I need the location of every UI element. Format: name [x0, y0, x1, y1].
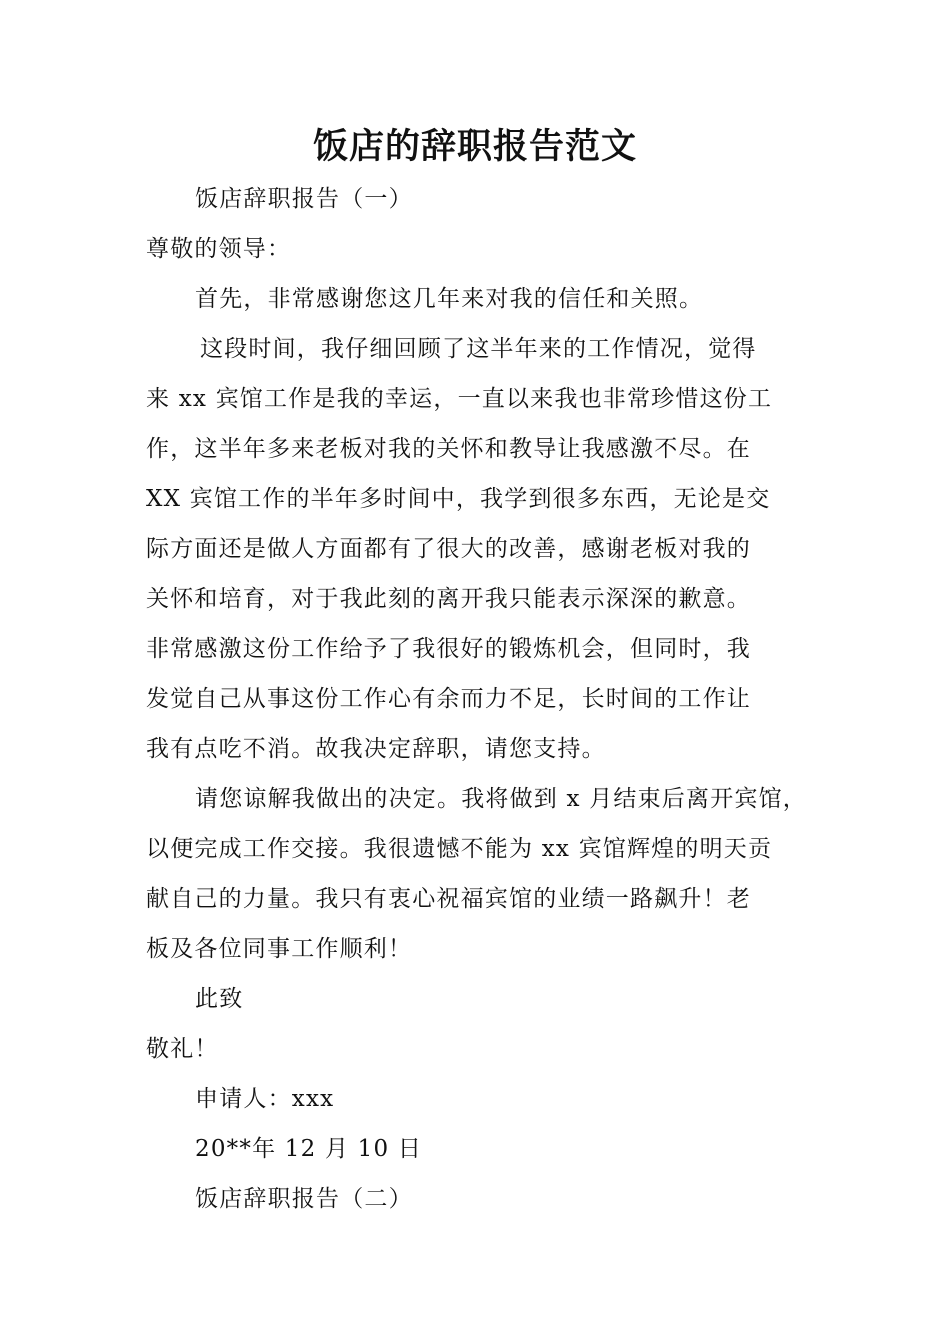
- paragraph-2-line: 发觉自己从事这份工作心有余而力不足，长时间的工作让: [146, 686, 751, 712]
- document-title: 饭店的辞职报告范文: [312, 127, 637, 167]
- paragraph-2-line: 际方面还是做人方面都有了很大的改善，感谢老板对我的: [146, 536, 751, 562]
- paragraph-3-line: 以便完成工作交接。我很遗憾不能为 xx 宾馆辉煌的明天贡: [146, 836, 773, 862]
- paragraph-2-line: 作，这半年多来老板对我的关怀和教导让我感激不尽。在: [146, 436, 751, 462]
- closing-regards: 此致: [195, 986, 244, 1012]
- paragraph-3-line: 板及各位同事工作顺利！: [146, 936, 413, 962]
- paragraph-2-line: XX 宾馆工作的半年多时间中，我学到很多东西，无论是交: [146, 486, 771, 512]
- section-heading-2: 饭店辞职报告（二）: [195, 1186, 413, 1212]
- salutation: 尊敬的领导：: [146, 236, 292, 262]
- paragraph-2-line: 关怀和培育，对于我此刻的离开我只能表示深深的歉意。: [146, 586, 751, 612]
- paragraph-2-line: 我有点吃不消。故我决定辞职，请您支持。: [146, 736, 606, 762]
- section-heading-1: 饭店辞职报告（一）: [195, 186, 413, 212]
- paragraph-3-line: 献自己的力量。我只有衷心祝福宾馆的业绩一路飙升！老: [146, 886, 751, 912]
- paragraph-2-line: 非常感激这份工作给予了我很好的锻炼机会，但同时，我: [146, 636, 751, 662]
- paragraph-2-line: 这段时间，我仔细回顾了这半年来的工作情况，觉得: [200, 336, 757, 362]
- paragraph-2-line: 来 xx 宾馆工作是我的幸运，一直以来我也非常珍惜这份工: [146, 386, 773, 412]
- closing-salute: 敬礼！: [146, 1036, 219, 1062]
- document-date: 20**年 12 月 10 日: [195, 1136, 423, 1162]
- applicant-name: 申请人：xxx: [195, 1086, 335, 1112]
- paragraph-1: 首先，非常感谢您这几年来对我的信任和关照。: [195, 286, 704, 312]
- paragraph-3-line: 请您谅解我做出的决定。我将做到 x 月结束后离开宾馆，: [195, 786, 807, 812]
